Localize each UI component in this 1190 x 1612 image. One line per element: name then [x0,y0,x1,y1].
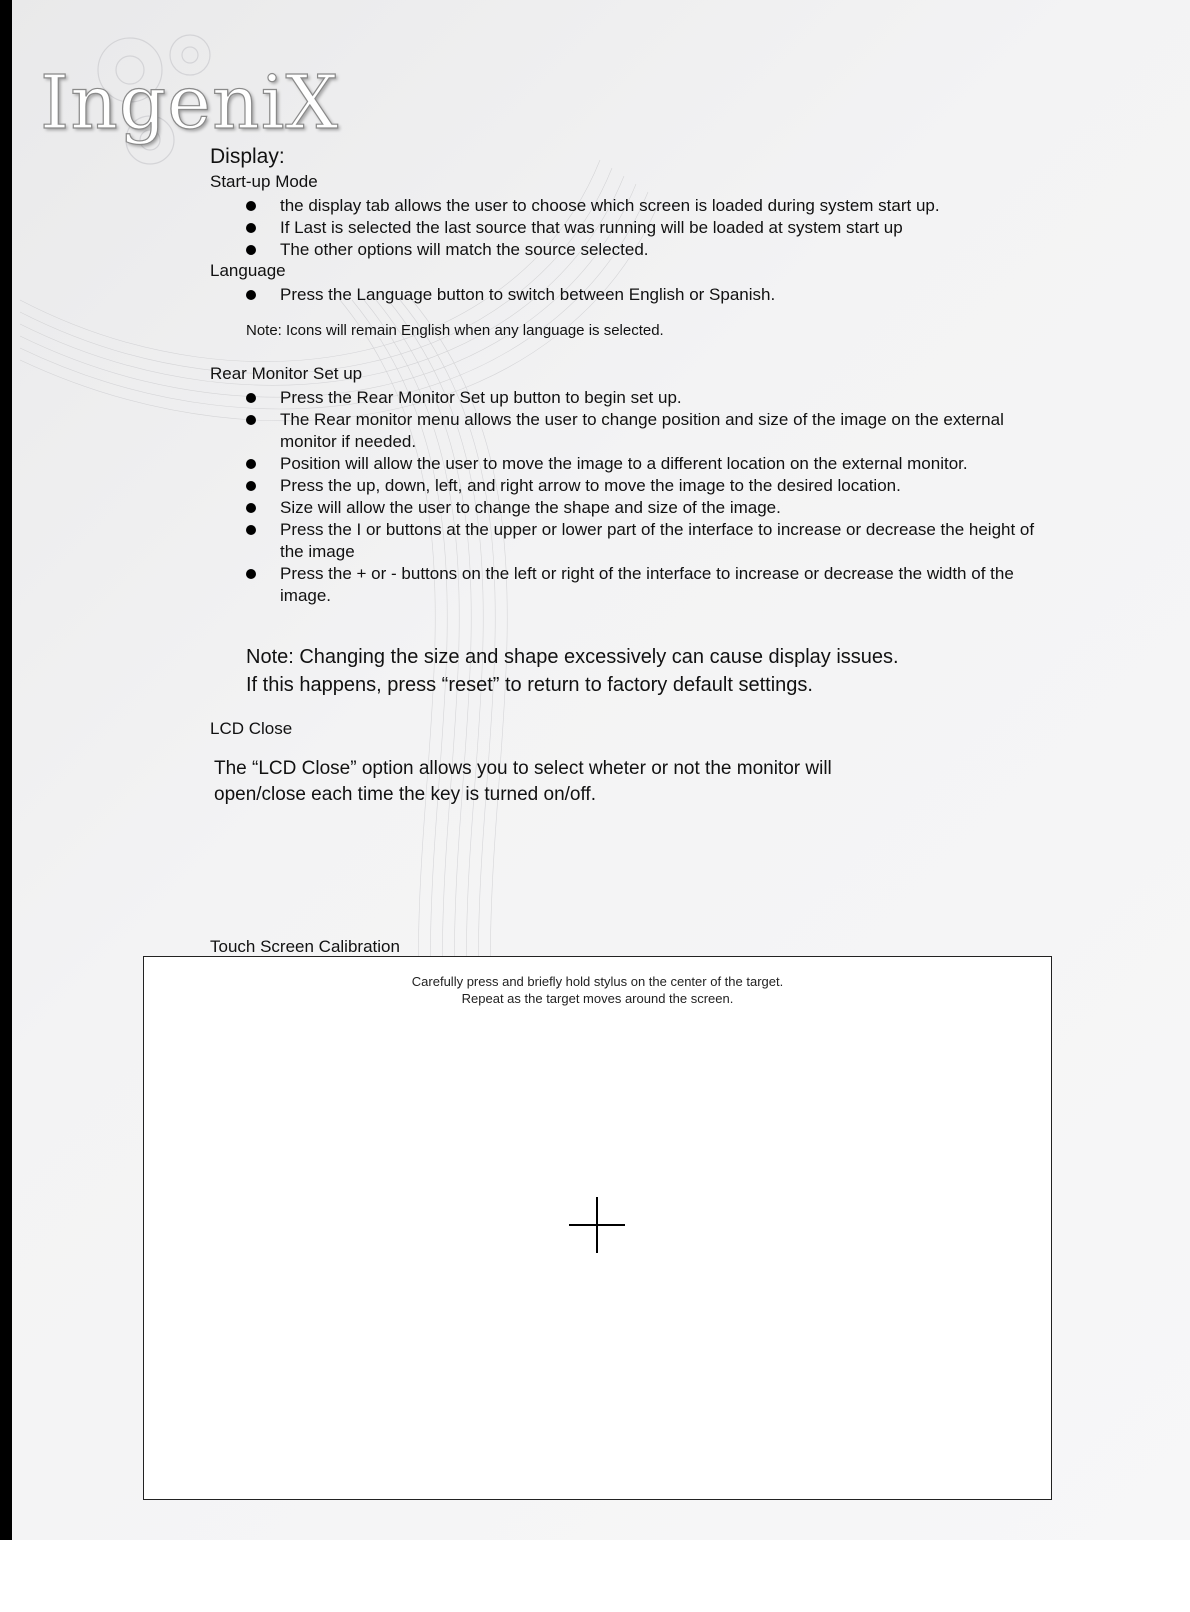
list-item: Press the + or - buttons on the left or right of the interface to increase or decrease the width of the image. [240,563,1040,607]
language-note: Note: Icons will remain English when any language is selected. [246,322,664,339]
display-heading: Display: [210,145,285,168]
startup-mode-list [240,195,1040,261]
list-item: If Last is selected the last source that was running will be loaded at system start up [240,217,1040,239]
list-item: Press the Language button to switch between English or Spanish. [240,284,1040,306]
list-item: The Rear monitor menu allows the user to change position and size of the image on the external monitor if needed. [240,409,1040,453]
rear-monitor-list [240,387,1040,607]
ingenix-logo [40,60,360,150]
list-item: Size will allow the user to change the shape and size of the image. [240,497,1040,519]
rear-monitor-note-line2: If this happens, press “reset” to return to factory default settings. [246,674,813,696]
language-list [240,284,1040,306]
rear-monitor-title: Rear Monitor Set up [210,364,363,383]
language-title: Language [210,261,286,280]
list-item: Position will allow the user to move the image to a different location on the external monitor. [240,453,1040,475]
rear-monitor-note-line1: Note: Changing the size and shape excessively can cause display issues. [246,646,899,668]
startup-mode-title: Start-up Mode [210,172,318,191]
list-item: The other options will match the source selected. [240,239,1040,261]
list-item: Press the up, down, left, and right arrow to move the image to the desired location. [240,475,1040,497]
calibration-screen[interactable] [143,956,1052,1500]
lcd-close-text: The “LCD Close” option allows you to select wheter or not the monitor will open/close each time the key is turned on/off. [214,758,832,805]
calibration-target-crosshair-icon[interactable] [569,1197,625,1253]
list-item: the display tab allows the user to choose which screen is loaded during system start up. [240,195,1040,217]
calibration-instructions [144,973,1051,1007]
calibration-instruction-line1: Carefully press and briefly hold stylus on the center of the target. [411,974,784,989]
calibration-instruction-line2: Repeat as the target moves around the screen. [461,991,734,1006]
list-item: Press the I or buttons at the upper or lower part of the interface to increase or decrease the height of the image [240,519,1040,563]
logo-wordmark: IngeniX [40,60,340,146]
list-item: Press the Rear Monitor Set up button to begin set up. [240,387,1040,409]
lcd-close-title: LCD Close [210,719,293,738]
touch-calibration-title: Touch Screen Calibration [210,937,400,956]
